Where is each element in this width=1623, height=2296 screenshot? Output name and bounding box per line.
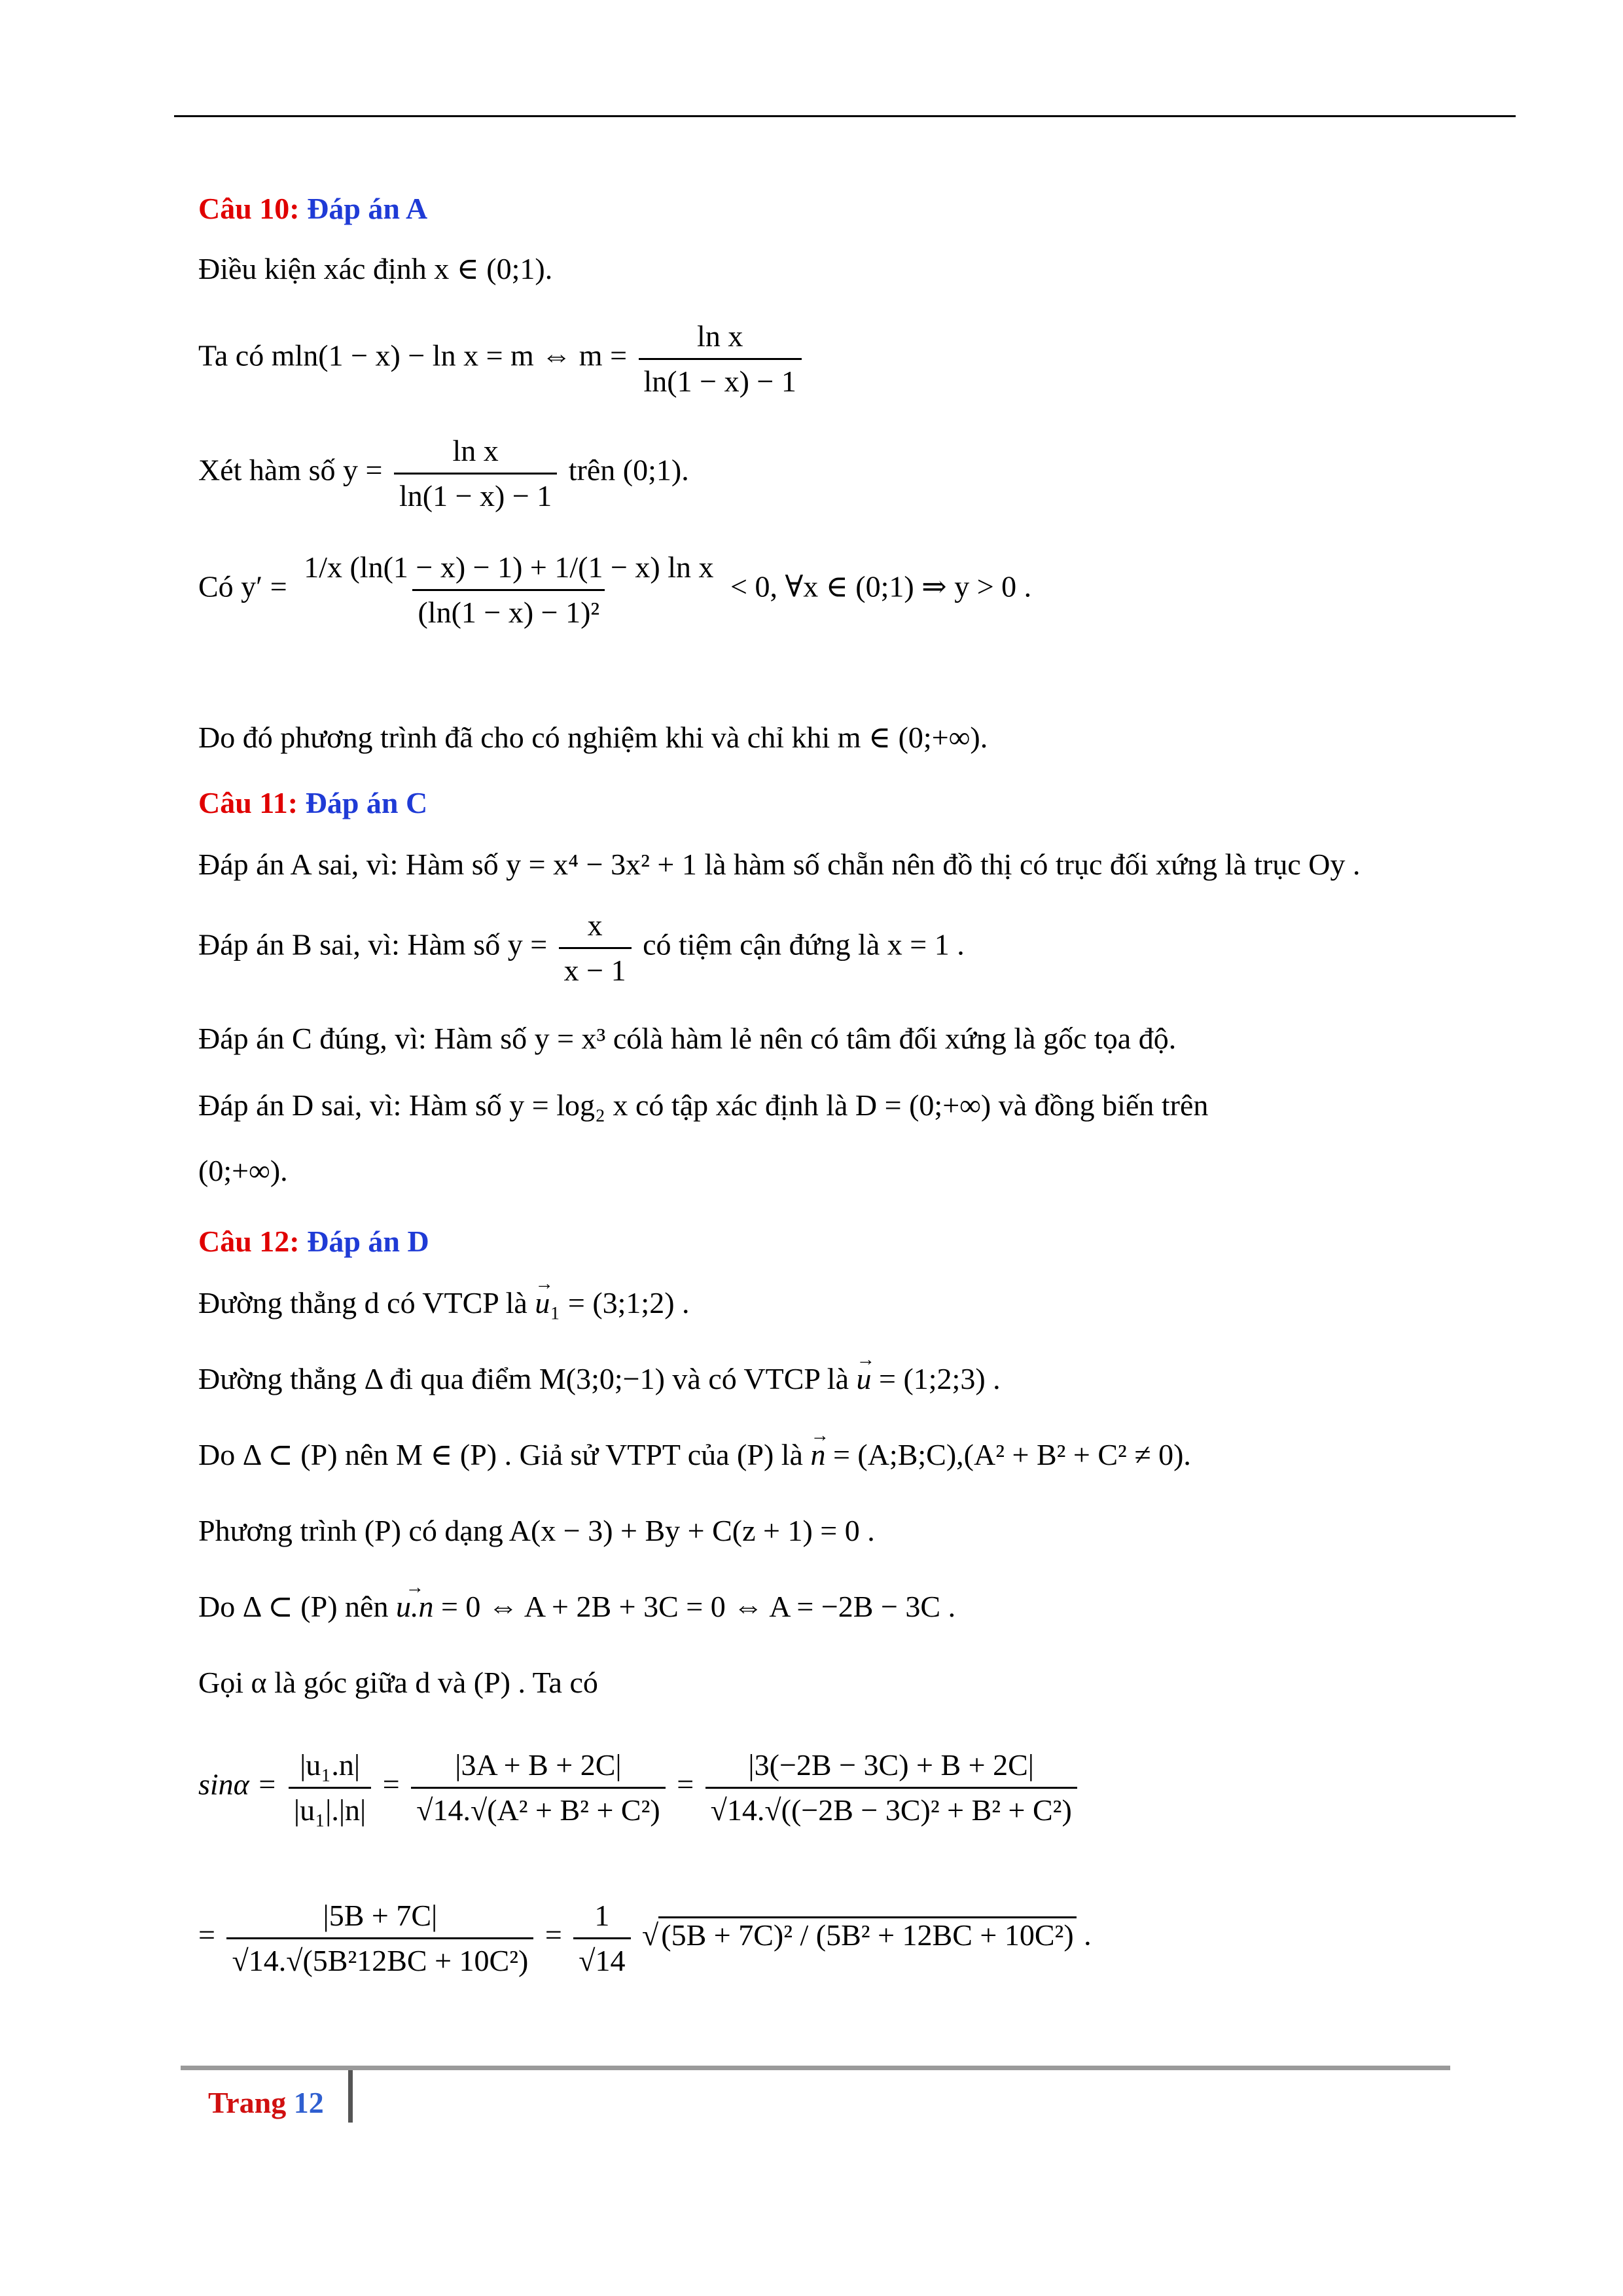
q11-option-c: Đáp án C đúng, vì: Hàm số y = x³ cólà hàm lẻ nên có tâm đối xứng là gốc tọa độ.	[198, 1022, 1177, 1055]
q12-vector-un: → u.n	[396, 1588, 434, 1626]
q12-sqrt-radicand: (5B + 7C)² / (5B² + 12BC + 10C²)	[658, 1916, 1076, 1952]
q12-label: Câu 12:	[198, 1225, 300, 1258]
q12-frac-1	[289, 1746, 371, 1829]
q11-answer: Đáp án C	[305, 786, 428, 819]
q12-eq-1: =	[382, 1767, 400, 1801]
q11-option-d: Đáp án D sai, vì: Hàm số y = log₂ x có tập xác định là D = (0;+∞) và đồng biến trên	[198, 1088, 1209, 1122]
q12-frac-4-num: |5B + 7C|	[323, 1899, 438, 1932]
q12-eq-2: =	[677, 1767, 694, 1801]
q10-deriv-num: 1/x (ln(1 − x) − 1) + 1/(1 − x) ln x	[304, 550, 714, 584]
q11-option-d-cont: (0;+∞).	[198, 1154, 288, 1187]
q11-label: Câu 11:	[198, 786, 298, 819]
q12-heading	[198, 1223, 429, 1261]
q12-dot-product	[198, 1588, 955, 1626]
q10-fn-lhs: Xét hàm số y =	[198, 453, 383, 487]
q12-plane-equation: Phương trình (P) có dạng A(x − 3) + By + C(z + 1) = 0 .	[198, 1514, 875, 1547]
footer-rule	[181, 2066, 1450, 2070]
q10-answer: Đáp án A	[307, 192, 428, 225]
q11-option-b	[198, 906, 965, 989]
q12-frac-2-den: √14.√(A² + B² + C²)	[411, 1787, 665, 1829]
q12-sqrt: √(5B + 7C)² / (5B² + 12BC + 10C²)	[642, 1916, 1077, 1954]
q12-frac-1-num: |u₁.n|	[300, 1748, 361, 1782]
page-footer	[208, 2085, 324, 2120]
q10-function	[198, 432, 689, 514]
q12-frac-5-num: 1	[594, 1899, 610, 1932]
footer-label: Trang	[208, 2086, 287, 2119]
q12-line-delta	[198, 1360, 1001, 1398]
q11-b-rhs: có tiệm cận đứng là x = 1 .	[643, 927, 965, 961]
q10-eq-lhs: Ta có mln(1 − x) − ln x = m ⇔ m =	[198, 338, 628, 372]
q12-angle: Gọi α là góc giữa d và (P) . Ta có	[198, 1666, 598, 1699]
q12-vector-n: → n	[810, 1436, 825, 1474]
q12-frac-5-den: √14	[573, 1937, 630, 1980]
q12-vector-u1: → u	[535, 1284, 550, 1322]
q12-frac-3-num: |3(−2B − 3C) + B + 2C|	[748, 1748, 1034, 1782]
q12-l5-value: = 0 ⇔ A + 2B + 3C = 0 ⇔ A = −2B − 3C .	[440, 1590, 956, 1623]
top-rule	[174, 115, 1516, 117]
q12-formula-1	[198, 1746, 1081, 1829]
q12-eq-4: =	[544, 1918, 562, 1952]
q12-answer: Đáp án D	[307, 1225, 429, 1258]
q11-b-lhs: Đáp án B sai, vì: Hàm số y =	[198, 927, 548, 961]
q12-l2-value: = (1;2;3) .	[879, 1362, 1001, 1395]
q12-l1-text: Đường thẳng d có VTCP là	[198, 1286, 527, 1319]
q12-vector-u: → u	[857, 1360, 872, 1398]
q10-fn-domain: trên (0;1).	[568, 453, 689, 487]
q11-b-num: x	[587, 908, 603, 942]
q12-l5-text: Do Δ ⊂ (P) nên	[198, 1590, 389, 1623]
q12-formula-2	[198, 1897, 1092, 1979]
q10-fn-num: ln x	[452, 434, 499, 467]
footer-divider	[348, 2070, 353, 2123]
q11-b-fraction	[559, 906, 632, 989]
q11-option-a: Đáp án A sai, vì: Hàm số y = x⁴ − 3x² + 1 là hàm số chẵn nên đồ thị có trục đối xứng là trục Oy .	[198, 848, 1361, 881]
q12-l1-value: ₁ = (3;1;2) .	[550, 1286, 690, 1319]
q10-conclusion: Do đó phương trình đã cho có nghiệm khi và chỉ khi m ∈ (0;+∞).	[198, 721, 988, 754]
q10-heading	[198, 190, 427, 228]
q10-deriv-rhs: < 0, ∀x ∈ (0;1) ⇒ y > 0 .	[730, 569, 1032, 603]
q12-frac-1-den: |u₁|.|n|	[289, 1787, 371, 1829]
q10-condition: Điều kiện xác định x ∈ (0;1).	[198, 252, 553, 285]
q10-fn-fraction	[394, 432, 557, 514]
q12-frac-4	[226, 1897, 533, 1979]
q10-label: Câu 10:	[198, 192, 300, 225]
q10-deriv-den: (ln(1 − x) − 1)²	[412, 589, 605, 632]
q12-l3-value: = (A;B;C),(A² + B² + C² ≠ 0).	[832, 1438, 1191, 1471]
q12-frac-5	[573, 1897, 630, 1979]
q10-deriv-lhs: Có y′ =	[198, 569, 287, 603]
q10-eq-den: ln(1 − x) − 1	[639, 358, 802, 401]
q12-end-period: .	[1084, 1918, 1092, 1952]
q12-l3-text: Do Δ ⊂ (P) nên M ∈ (P) . Giả sử VTPT của (P) là	[198, 1438, 803, 1471]
q11-b-den: x − 1	[559, 947, 632, 990]
page-number: 12	[293, 2086, 324, 2119]
q10-eq-fraction	[639, 317, 802, 400]
q12-line-d	[198, 1284, 690, 1322]
q12-eq-3: =	[198, 1918, 215, 1952]
q10-equation	[198, 317, 806, 400]
q12-frac-4-den: √14.√(5B²12BC + 10C²)	[226, 1937, 533, 1980]
q10-deriv-fraction	[298, 548, 719, 631]
q12-l2-text: Đường thẳng Δ đi qua điểm M(3;0;−1) và có VTCP là	[198, 1362, 849, 1395]
q10-eq-num: ln x	[697, 319, 743, 353]
q10-fn-den: ln(1 − x) − 1	[394, 473, 557, 515]
q12-frac-3	[705, 1746, 1077, 1829]
q12-plane-normal	[198, 1436, 1191, 1474]
q12-frac-2	[411, 1746, 665, 1829]
q12-frac-3-den: √14.√((−2B − 3C)² + B² + C²)	[705, 1787, 1077, 1829]
q12-frac-2-num: |3A + B + 2C|	[455, 1748, 622, 1782]
q12-sin-lhs: sinα =	[198, 1767, 277, 1801]
q10-derivative	[198, 548, 1031, 631]
q11-heading	[198, 784, 427, 822]
